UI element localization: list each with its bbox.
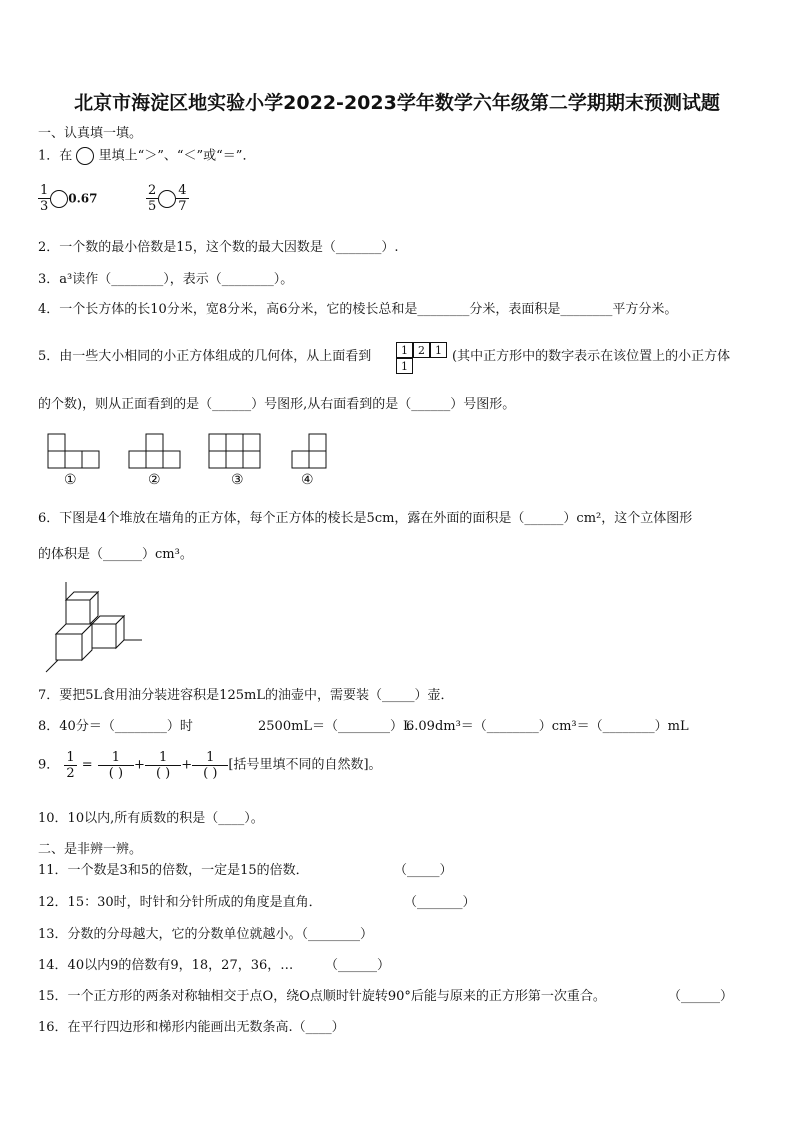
- option-label-3: ③: [231, 472, 244, 488]
- question-8-part-c: 6.09dm³＝（________）cm³＝（________）mL: [406, 719, 689, 734]
- q9-suffix: [括号里填不同的自然数]。: [228, 757, 382, 773]
- q1-decimal: 0.67: [68, 191, 98, 206]
- q1-text-a: 1．在: [38, 148, 73, 164]
- top-view-cell: 1: [396, 358, 413, 374]
- question-5-line-2: 的个数)，则从正面看到的是（______）号图形,从右面看到的是（______）号图形。: [38, 397, 516, 412]
- question-14-blank: （______）: [325, 958, 391, 973]
- question-14: 14．40以内9的倍数有9，18，27，36，…: [38, 958, 294, 973]
- question-5-line-1b: (其中正方形中的数字表示在该位置上的小正方体: [452, 349, 731, 364]
- fraction-2-5: [146, 183, 158, 214]
- fraction-denominator-blank: ( ): [108, 766, 124, 781]
- section-heading-2: 二、是非辨一辨。: [38, 842, 143, 857]
- question-12: 12．15：30时，时针和分针所成的角度是直角．: [38, 895, 322, 910]
- question-6-line-2: 的体积是（______）cm³。: [38, 547, 193, 562]
- q1-comparison-b: [146, 183, 189, 214]
- plus-sign: +: [181, 757, 193, 773]
- fraction-numerator: 2: [148, 183, 157, 198]
- top-view-cell: 2: [413, 342, 430, 358]
- fraction-numerator: 1: [145, 750, 181, 766]
- unit-fraction-blank: [98, 750, 134, 781]
- option-label-4: ④: [301, 472, 314, 488]
- question-10: 10．10以内,所有质数的积是（____）。: [38, 811, 264, 826]
- stacked-cubes-figure: [38, 578, 148, 676]
- plus-sign: +: [134, 757, 145, 773]
- question-3: 3．a³读作（________），表示（________）。: [38, 272, 294, 287]
- q1-comparison-a: [38, 183, 98, 214]
- compare-circle-icon: [76, 147, 94, 165]
- fraction-denominator: 3: [40, 199, 49, 214]
- fraction-numerator: 1: [66, 750, 75, 765]
- fraction-1-3: [38, 183, 50, 214]
- question-11: 11．一个数是3和5的倍数，一定是15的倍数．: [38, 863, 309, 878]
- question-11-blank: （_____）: [394, 863, 453, 878]
- question-7: 7．要把5L食用油分装进容积是125mL的油壶中，需要装（_____）壶．: [38, 688, 454, 703]
- question-2: 2．一个数的最小倍数是15，这个数的最大因数是（_______）.: [38, 240, 399, 255]
- question-8-part-b: 2500mL＝（________）L: [258, 719, 412, 734]
- unit-fraction-blank: [145, 750, 181, 781]
- section-heading-1: 一、认真填一填。: [38, 126, 143, 141]
- question-9: [38, 750, 382, 781]
- question-8-part-a: 8．40分＝（________）时: [38, 719, 193, 734]
- question-16: 16．在平行四边形和梯形内能画出无数条高.（____）: [38, 1020, 345, 1035]
- q5-view-options: [38, 428, 338, 490]
- question-15-blank: （______）: [668, 989, 734, 1004]
- fraction-denominator: 7: [178, 199, 187, 214]
- fraction-denominator-blank: ( ): [203, 766, 218, 781]
- q9-prefix: 9．: [38, 757, 60, 773]
- equals-sign: =: [81, 757, 93, 773]
- fraction-4-7: [176, 183, 188, 214]
- question-6-line-1: 6．下图是4个堆放在墙角的正方体，每个正方体的棱长是5cm，露在外面的面积是（______）cm²，这个立体图形: [38, 511, 693, 526]
- fraction-denominator: 5: [148, 199, 157, 214]
- fraction-numerator: 1: [40, 183, 49, 198]
- question-1: [38, 147, 255, 165]
- question-15: 15．一个正方形的两条对称轴相交于点O，绕O点顺时针旋转90°后能与原来的正方形第一次重合。: [38, 989, 606, 1004]
- top-view-cell: 1: [430, 342, 447, 358]
- question-12-blank: （_______）: [404, 895, 476, 910]
- fraction-numerator: 1: [98, 750, 134, 766]
- unit-fraction-blank: [192, 750, 228, 781]
- question-13: 13．分数的分母越大，它的分数单位就越小。（________）: [38, 927, 374, 942]
- fraction-denominator: 2: [66, 766, 75, 781]
- q1-text-b: 里填上“＞”、“＜”或“＝”．: [98, 148, 256, 164]
- compare-circle-icon: [158, 190, 176, 208]
- question-5-line-1a: 5．由一些大小相同的小正方体组成的几何体，从上面看到: [38, 349, 372, 364]
- fraction-numerator: 4: [178, 183, 187, 198]
- option-label-2: ②: [148, 472, 161, 488]
- fraction-numerator: 1: [192, 750, 228, 766]
- fraction-denominator-blank: ( ): [155, 766, 171, 781]
- top-view-cell: 1: [396, 342, 413, 358]
- question-4: 4．一个长方体的长10分米，宽8分米，高6分米，它的棱长总和是________分米，表面积是________平方分米。: [38, 302, 678, 317]
- option-label-1: ①: [64, 472, 77, 488]
- compare-circle-icon: [50, 190, 68, 208]
- page-title: 北京市海淀区地实验小学2022-2023学年数学六年级第二学期期末预测试题: [74, 92, 720, 114]
- fraction-one-half: [64, 750, 76, 781]
